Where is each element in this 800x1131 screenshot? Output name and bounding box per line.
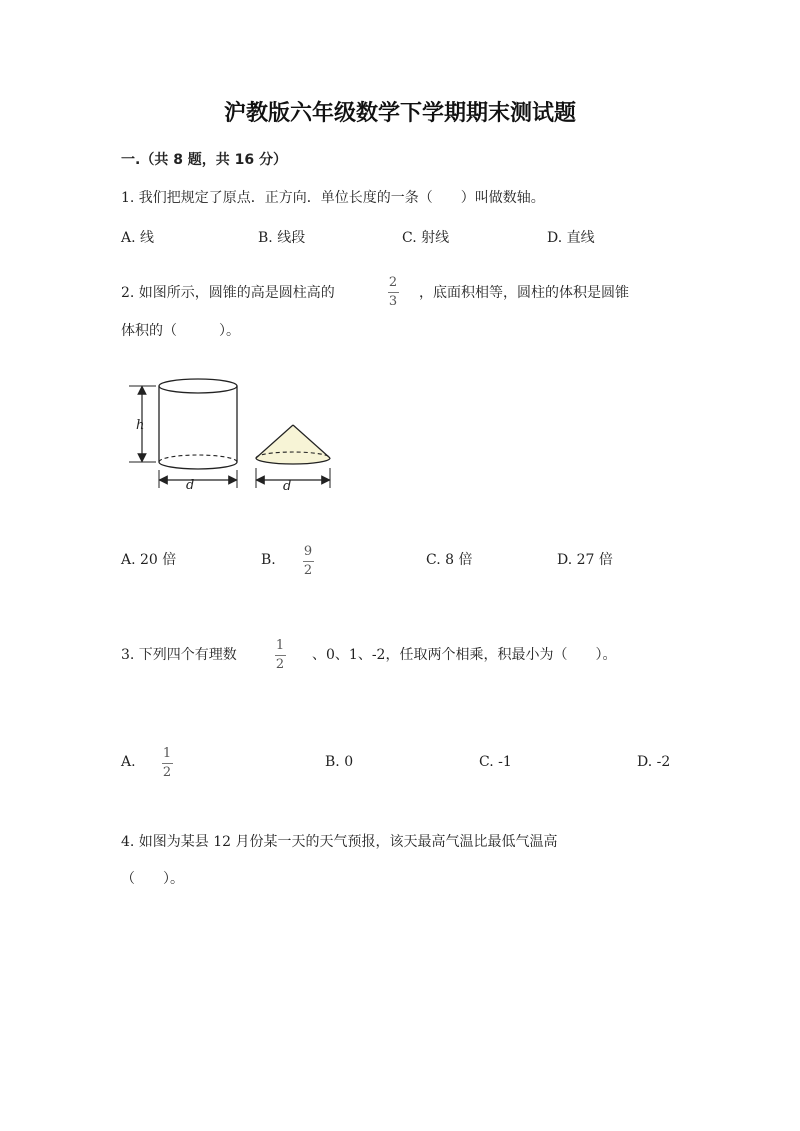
cylinder-diameter-label: d (186, 478, 195, 493)
fraction-denominator: 3 (388, 294, 398, 309)
question-2-option-d[interactable]: D. 27 倍 (557, 552, 613, 568)
question-1-text: 1. 我们把规定了原点．正方向．单位长度的一条（ ）叫做数轴。 (121, 190, 545, 206)
cylinder-shape (159, 379, 237, 469)
cone-shape (256, 425, 330, 464)
fraction-numerator: 2 (388, 275, 398, 290)
fraction-numerator: 9 (303, 544, 313, 559)
height-label: h (136, 418, 145, 433)
question-2-text: 2. 如图所示，圆锥的高是圆柱高的 (121, 285, 335, 301)
question-1-option-b[interactable]: B. 线段 (258, 230, 306, 246)
page-title: 沪教版六年级数学下学期期末测试题 (223, 101, 576, 126)
fraction-denominator: 2 (303, 563, 313, 578)
fraction-denominator: 2 (275, 657, 285, 672)
question-1-option-d[interactable]: D. 直线 (547, 230, 595, 246)
question-1-option-c[interactable]: C. 射线 (402, 230, 450, 246)
question-2-fraction (386, 276, 400, 309)
fraction-bar (162, 763, 173, 764)
fraction-denominator: 2 (162, 765, 172, 780)
fraction-bar (303, 561, 314, 562)
section-heading: 一.（共 8 题，共 16 分） (121, 152, 288, 168)
question-2-option-a[interactable]: A. 20 倍 (121, 552, 177, 568)
question-3-option-b[interactable]: B. 0 (325, 754, 354, 770)
question-3-option-a-fraction (160, 747, 174, 780)
question-4-text: 4. 如图为某县 12 月份某一天的天气预报，该天最高气温比最低气温高 (121, 834, 558, 850)
question-2-text-continued: ，底面积相等，圆柱的体积是圆锥 (419, 285, 629, 301)
question-3-option-c[interactable]: C. -1 (479, 754, 512, 770)
fraction-bar (275, 655, 286, 656)
fraction-numerator: 1 (162, 746, 172, 761)
question-1-option-a[interactable]: A. 线 (121, 230, 155, 246)
question-3-text-continued: 、0、1、-2，任取两个相乘，积最小为（ ）。 (312, 647, 617, 663)
fraction-bar (388, 292, 399, 293)
question-2-option-c[interactable]: C. 8 倍 (426, 552, 473, 568)
question-3-text: 3. 下列四个有理数 (121, 647, 237, 663)
question-2-option-b[interactable]: B. (261, 552, 276, 568)
question-2-option-b-fraction (301, 545, 315, 578)
question-4-text-line2: （ ）。 (121, 871, 184, 887)
question-3-fraction (273, 639, 287, 672)
fraction-numerator: 1 (275, 638, 285, 653)
question-3-option-a[interactable]: A. (121, 754, 136, 770)
question-2-text-line2: 体积的（ ）。 (121, 323, 240, 339)
cylinder-cone-figure (120, 370, 350, 500)
question-3-option-d[interactable]: D. -2 (637, 754, 671, 770)
cone-diameter-label: d (283, 479, 292, 494)
